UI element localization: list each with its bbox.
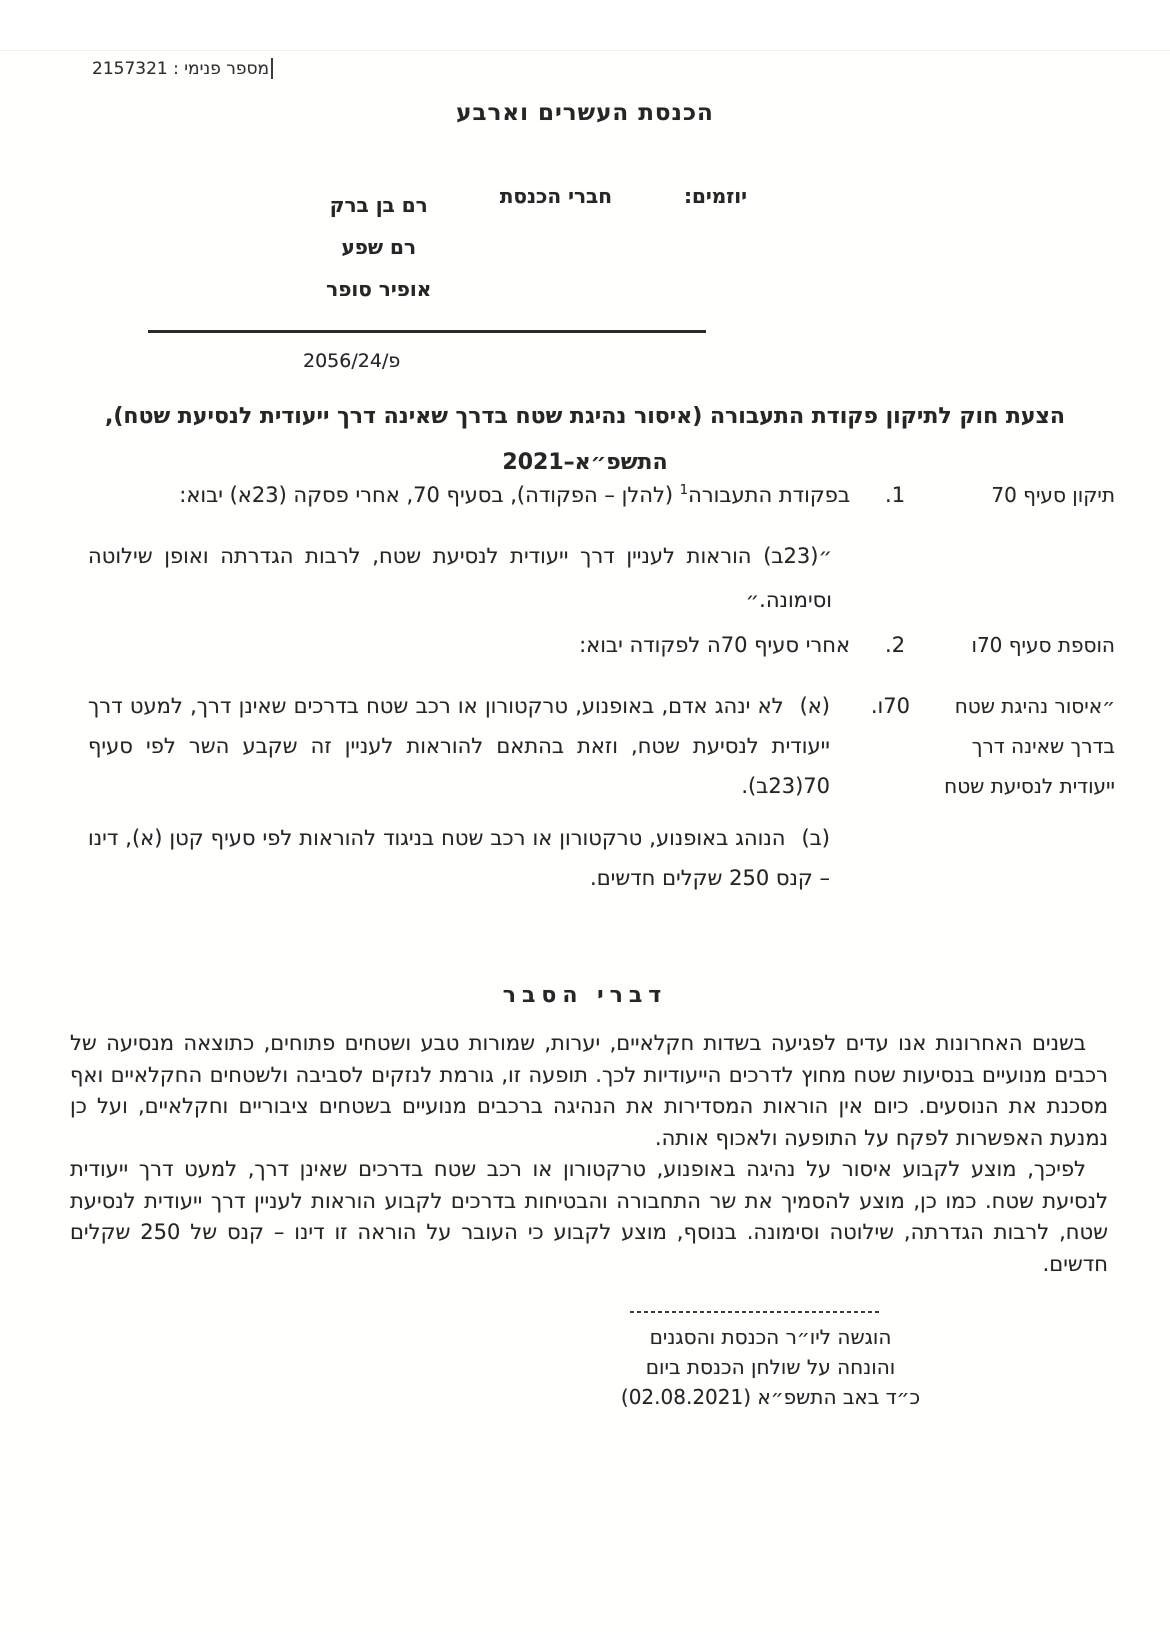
section-1-body <box>88 476 850 516</box>
horizontal-rule <box>148 330 706 333</box>
clause-a-label: (א) <box>799 694 830 718</box>
text-cursor-mark <box>271 58 273 79</box>
new-section-body <box>88 686 830 898</box>
section-2-number: 2. <box>885 633 906 657</box>
initiator-name: רם בן ברק <box>329 193 428 217</box>
initiator-name: אופיר סופר <box>326 277 432 301</box>
internal-number <box>92 58 273 79</box>
new-section-number: 70ו. <box>870 694 910 718</box>
footer-line-2: והונחה על שולחן הכנסת ביום <box>645 1355 896 1379</box>
section-1-body-continuation: (להלן – הפקודה), בסעיף 70, אחרי פסקה (23א) יבוא: <box>179 483 680 507</box>
explanatory-paragraph-2: לפיכך, מוצע לקבוע איסור על נהיגה באופנוע, טרקטורון או רכב שטח בדרכים שאינן דרך, למעט דרך ייעודית לנסיעת שטח. כמו כן, מוצע להסמיך את שר התחבורה והבטיחות בדרכים לקבוע הוראות לעניין דרך ייעודית לנסיעת שטח, לרבות הגדרתה, שילוטה וסימונה. בנוסף, מוצע לקבוע כי העובר על הוראה זו דינו – קנס של 250 שקלים חדשים. <box>70 1157 1108 1276</box>
section-1-body-text: בפקודת התעבורה <box>688 483 850 507</box>
section-1-row <box>88 476 1115 516</box>
new-section-70f-block <box>88 686 1115 898</box>
new-section-margin-note: ״איסור נהיגת שטח בדרך שאינה דרך ייעודית לנסיעת שטח <box>944 694 1115 798</box>
clause-a <box>88 686 830 806</box>
initiators-names <box>304 184 454 310</box>
submission-footer <box>598 1322 943 1412</box>
internal-number-text: מספר פנימי : 2157321 <box>92 58 270 79</box>
footer-line-1: הוגשה ליו״ר הכנסת והסגנים <box>649 1325 892 1349</box>
clause-b <box>88 818 830 898</box>
section-1-number: 1. <box>885 483 906 507</box>
explanatory-notes <box>70 1028 1108 1280</box>
bill-title-line1: הצעת חוק לתיקון פקודת התעבורה (איסור נהיגת שטח בדרך שאינה דרך ייעודית לנסיעת שטח), <box>104 404 1066 429</box>
initiators-role: חברי הכנסת <box>499 184 612 208</box>
clause-a-text: לא ינהג אדם, באופנוע, טרקטורון או רכב שטח בדרכים שאינן דרך, למעט דרך ייעודית לנסיעת שטח, וזאת בהתאם להוראות לעניין זה שקבע השר לפי סעיף 70(23ב). <box>88 694 830 798</box>
knesset-title: הכנסת העשרים וארבע <box>456 100 714 126</box>
section-2-row <box>88 626 1115 666</box>
bill-title <box>60 394 1110 486</box>
section-1-margin-note: תיקון סעיף 70 <box>991 483 1115 507</box>
section-2-body: אחרי סעיף 70ה לפקודה יבוא: <box>579 633 850 657</box>
scan-top-band <box>0 0 1170 51</box>
section-2-margin-note: הוספת סעיף 70ו <box>971 633 1115 657</box>
section-1-quoted-text: ״(23ב) הוראות לעניין דרך ייעודית לנסיעת שטח, לרבות הגדרתה ואופן שילוטה וסימונה.״ <box>88 544 832 612</box>
bill-number: פ/2056/24 <box>303 350 401 372</box>
explanatory-paragraph-1: בשנים האחרונות אנו עדים לפגיעה בשדות חקלאיים, יערות, שמורות טבע ושטחים פתוחים, כתוצאה מנסיעה של רכבים מנועיים בנסיעות שטח מחוץ לדרכים הייעודיות לכך. תופעה זו, גורמת לנזקים לסביבה ולשטחים החקלאיים ואף מסכנת את הנוסעים. כיום אין הוראות המסדירות את הנהיגה ברכבים מנועיים בשטחים ציבוריים וחקלאיים, ועל כן נמנעת האפשרות לפקח על התופעה ולאכוף אותה. <box>70 1031 1108 1150</box>
clause-b-label: (ב) <box>801 826 830 850</box>
footer-line-3: כ״ד באב התשפ״א (02.08.2021) <box>620 1385 921 1409</box>
explanatory-notes-heading: דברי הסבר <box>502 983 668 1008</box>
initiators-label: יוזמים: <box>683 184 747 208</box>
bill-title-line2: התשפ״א–2021 <box>502 450 668 475</box>
initiators-block <box>304 184 747 310</box>
dashed-separator <box>630 1311 882 1313</box>
clause-b-text: הנוהג באופנוע, טרקטורון או רכב שטח בניגוד להוראות לפי סעיף קטן (א), דינו – קנס 250 שקלים חדשים. <box>88 826 830 890</box>
initiator-name: רם שפע <box>341 235 417 259</box>
footnote-ref: 1 <box>679 483 689 498</box>
